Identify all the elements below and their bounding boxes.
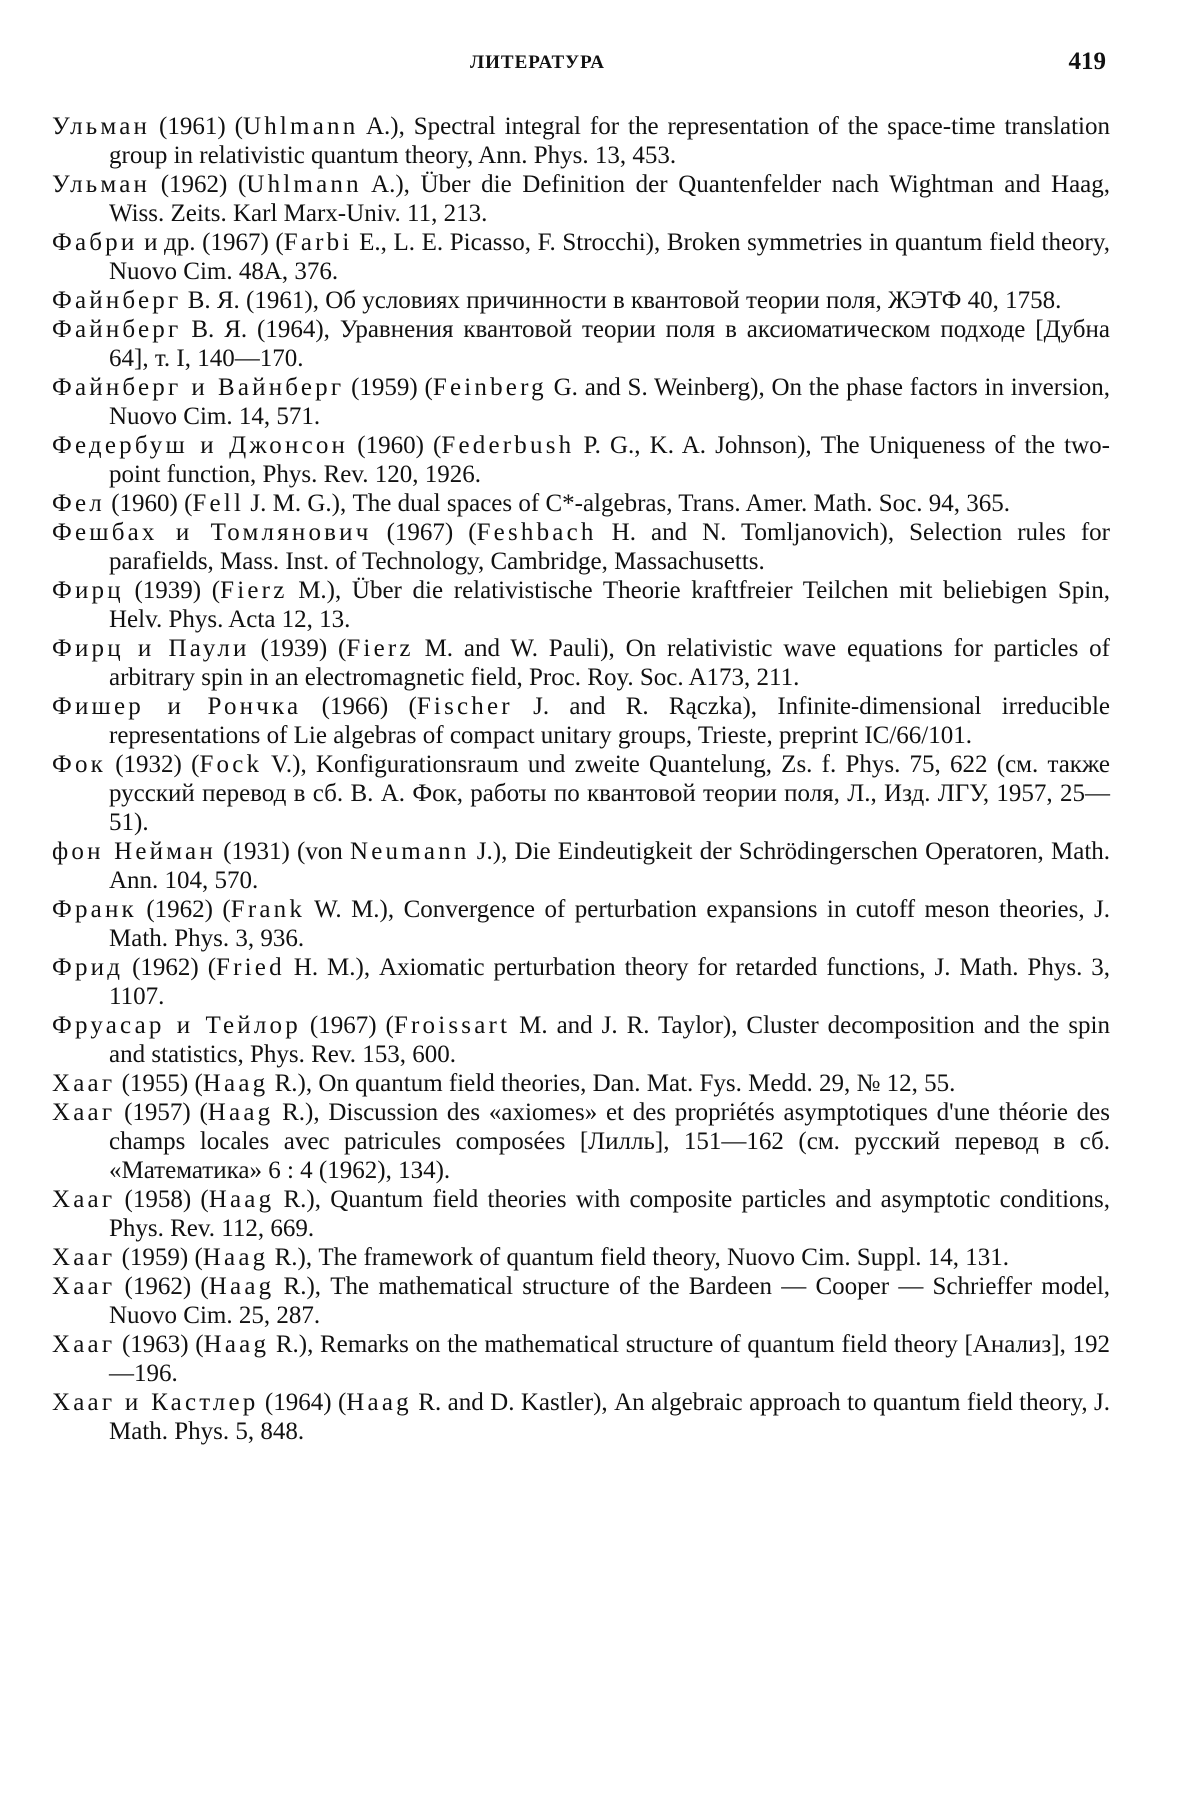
reference-author-latin: Federbush — [441, 432, 575, 459]
reference-year: и др. (1967) ( — [144, 229, 284, 256]
reference-details: P. G., K. A. Johnson), The Uniqueness of the two-point function, Phys. Rev. 120, 1926. — [109, 432, 1110, 488]
reference-entry — [52, 1011, 1110, 1069]
reference-year: (1962) ( — [146, 896, 231, 923]
reference-entry — [52, 1330, 1110, 1388]
reference-details: R.), Discussion des «axiomes» et des propriétés asymptotiques d'une théorie des champs locales avec patricules composées [Лилль], 151—162 (см. русский перевод в сб. «Математика» 6 : 4 (1962), 134). — [109, 1099, 1111, 1184]
reference-author-ru: Ульман — [52, 113, 151, 140]
reference-author-ru: фон Нейман — [52, 838, 216, 865]
reference-author-ru: Фок — [52, 751, 106, 778]
reference-entry — [52, 170, 1110, 228]
reference-author-ru: Файнберг и Вайнберг — [52, 374, 345, 401]
reference-author-latin: Fried — [216, 954, 285, 981]
reference-details: Об условиях причинности в квантовой теории поля, ЖЭТФ 40, 1758. — [325, 287, 1062, 314]
reference-author-ru: Фабри — [52, 229, 138, 256]
reference-entry — [52, 373, 1110, 431]
reference-entry — [52, 1243, 1110, 1272]
reference-details: A.), Spectral integral for the representation of the space-time translation group in relativistic quantum theory, Ann. Phys. 13, 453. — [109, 113, 1110, 169]
reference-author-latin: Haag — [202, 1070, 269, 1097]
reference-year: (1960) ( — [357, 432, 442, 459]
reference-year: (1931) (von — [223, 838, 350, 865]
reference-author-latin: Haag — [207, 1099, 274, 1126]
reference-author-latin: Neumann — [349, 838, 470, 865]
reference-author-latin: Fock — [199, 751, 263, 778]
reference-details: H. M.), Axiomatic perturbation theory for retarded functions, J. Math. Phys. 3, 1107. — [109, 954, 1111, 1010]
reference-year: (1962) ( — [160, 171, 247, 198]
reference-author-latin: Haag — [346, 1389, 412, 1416]
reference-details: W. M.), Convergence of perturbation expansions in cutoff meson theories, J. Math. Phys. 3, 936. — [109, 896, 1110, 952]
reference-year: В. Я. (1961), — [187, 287, 326, 314]
reference-author-latin: Feinberg — [432, 374, 547, 401]
reference-details: R.), On quantum field theories, Dan. Mat. Fys. Medd. 29, № 12, 55. — [274, 1070, 956, 1097]
reference-author-ru: Фруасар и Тейлор — [52, 1012, 301, 1039]
reference-year: (1932) ( — [115, 751, 200, 778]
reference-author-ru: Хааг — [52, 1099, 116, 1126]
reference-author-ru: Фел — [52, 490, 105, 517]
reference-details: J.), Die Eindeutigkeit der Schrödingerschen Operatoren, Math. Ann. 104, 570. — [109, 838, 1111, 894]
reference-author-ru: Файнберг — [52, 287, 182, 314]
reference-details: Уравнения квантовой теории поля в аксиоматическом подходе [Дубна 64], т. I, 140—170. — [109, 316, 1111, 372]
reference-year: В. Я. (1964), — [191, 316, 340, 343]
reference-list — [52, 112, 1110, 1446]
reference-details: E., L. E. Picasso, F. Strocchi), Broken symmetries in quantum field theory, Nuovo Cim. 48A, 376. — [109, 229, 1110, 285]
reference-details: R.), The framework of quantum field theory, Nuovo Cim. Suppl. 14, 131. — [274, 1244, 1009, 1271]
reference-entry — [52, 1098, 1110, 1185]
reference-author-latin: Fierz — [220, 577, 288, 604]
reference-year: (1959) ( — [351, 374, 433, 401]
reference-entry — [52, 112, 1110, 170]
reference-author-ru: Фирц и Паули — [52, 635, 250, 662]
reference-author-latin: Fierz — [346, 635, 414, 662]
reference-entry — [52, 576, 1110, 634]
reference-entry — [52, 750, 1110, 837]
reference-year: (1955) ( — [121, 1070, 203, 1097]
reference-year: (1960) ( — [111, 490, 193, 517]
reference-entry — [52, 286, 1110, 315]
reference-entry — [52, 518, 1110, 576]
reference-author-latin: Uhlmann — [246, 171, 362, 198]
reference-details: R.), The mathematical structure of the Bardeen — Cooper — Schrieffer model, Nuovo Cim. 25, 287. — [109, 1273, 1111, 1329]
reference-details: J. and R. Rączka), Infinite-dimensional irreducible representations of Lie algebras of compact unitary groups, Trieste, preprint IC/66/101. — [109, 693, 1110, 749]
reference-author-latin: Frank — [230, 896, 306, 923]
reference-entry — [52, 837, 1110, 895]
reference-author-ru: Франк — [52, 896, 137, 923]
reference-author-ru: Хааг — [52, 1273, 116, 1300]
reference-year: (1959) ( — [121, 1244, 203, 1271]
reference-details: M. and W. Pauli), On relativistic wave equations for particles of arbitrary spin in an electromagnetic field, Proc. Roy. Soc. A173, 211. — [109, 635, 1111, 691]
reference-author-latin: Froissart — [393, 1012, 511, 1039]
reference-author-latin: Haag — [203, 1331, 270, 1358]
reference-details: H. and N. Tomljanovich), Selection rules for parafields, Mass. Inst. of Technology, Cambridge, Massachusetts. — [109, 519, 1110, 575]
reference-author-ru: Хааг — [52, 1244, 116, 1271]
reference-year: (1967) ( — [309, 1012, 394, 1039]
reference-entry — [52, 315, 1110, 373]
reference-entry — [52, 1185, 1110, 1243]
reference-year: (1966) ( — [321, 693, 417, 720]
reference-year: (1939) ( — [260, 635, 347, 662]
reference-entry — [52, 1272, 1110, 1330]
reference-author-latin: Fell — [192, 490, 245, 517]
reference-year: (1963) ( — [121, 1331, 204, 1358]
reference-author-latin: Farbi — [283, 229, 353, 256]
reference-details: R. and D. Kastler), An algebraic approach to quantum field theory, J. Math. Phys. 5, 848. — [109, 1389, 1111, 1445]
reference-details: V.), Konfigurationsraum und zweite Quantelung, Zs. f. Phys. 75, 622 (см. также русский перевод в сб. В. А. Фок, работы по квантовой теории поля, Л., Изд. ЛГУ, 1957, 25—51). — [109, 751, 1110, 836]
reference-author-latin: Fischer — [416, 693, 513, 720]
reference-year: (1967) ( — [386, 519, 477, 546]
reference-details: M.), Über die relativistische Theorie kraftfreier Teilchen mit beliebigen Spin, Helv. Phys. Acta 12, 13. — [109, 577, 1111, 633]
reference-details: R.), Remarks on the mathematical structure of quantum field theory [Анализ], 192—196. — [109, 1331, 1111, 1387]
reference-entry — [52, 1069, 1110, 1098]
reference-year: (1939) ( — [134, 577, 221, 604]
reference-entry — [52, 228, 1110, 286]
reference-author-ru: Файнберг — [52, 316, 182, 343]
reference-author-latin: Haag — [208, 1186, 275, 1213]
reference-author-ru: Ульман — [52, 171, 151, 198]
reference-year: (1962) ( — [124, 1273, 209, 1300]
reference-author-latin: Feshbach — [476, 519, 597, 546]
reference-year: (1957) ( — [124, 1099, 208, 1126]
reference-entry — [52, 634, 1110, 692]
reference-year: (1961) ( — [159, 113, 243, 140]
reference-entry — [52, 895, 1110, 953]
reference-details: A.), Über die Definition der Quantenfelder nach Wightman and Haag, Wiss. Zeits. Karl Marx-Univ. 11, 213. — [109, 171, 1111, 227]
reference-year: (1962) ( — [132, 954, 217, 981]
reference-author-ru: Хааг — [52, 1186, 116, 1213]
reference-entry — [52, 489, 1110, 518]
running-head: ЛИТЕРАТУРА — [470, 52, 606, 73]
reference-author-latin: Haag — [208, 1273, 275, 1300]
reference-entry — [52, 1388, 1110, 1446]
reference-year: (1958) ( — [124, 1186, 209, 1213]
reference-author-latin: Haag — [202, 1244, 269, 1271]
reference-details: J. M. G.), The dual spaces of C*-algebras, Trans. Amer. Math. Soc. 94, 365. — [250, 490, 1011, 517]
reference-entry — [52, 692, 1110, 750]
reference-details: R.), Quantum field theories with composite particles and asymptotic conditions, Phys. Rev. 112, 669. — [109, 1186, 1111, 1242]
page-number: 419 — [1068, 48, 1106, 75]
reference-entry — [52, 431, 1110, 489]
reference-author-ru: Хааг — [52, 1331, 116, 1358]
reference-year: (1964) ( — [264, 1389, 347, 1416]
reference-author-ru: Фирц — [52, 577, 124, 604]
reference-author-ru: Хааг и Кастлер — [52, 1389, 259, 1416]
reference-entry — [52, 953, 1110, 1011]
reference-author-ru: Фешбах и Томлянович — [52, 519, 372, 546]
reference-author-ru: Фрид — [52, 954, 124, 981]
reference-author-latin: Uhlmann — [242, 113, 359, 140]
reference-author-ru: Хааг — [52, 1070, 116, 1097]
reference-author-ru: Фишер и Рончка — [52, 693, 302, 720]
reference-details: G. and S. Weinberg), On the phase factors in inversion, Nuovo Cim. 14, 571. — [109, 374, 1111, 430]
reference-author-ru: Федербуш и Джонсон — [52, 432, 349, 459]
reference-details: M. and J. R. Taylor), Cluster decomposition and the spin and statistics, Phys. Rev. 153, 600. — [109, 1012, 1110, 1068]
